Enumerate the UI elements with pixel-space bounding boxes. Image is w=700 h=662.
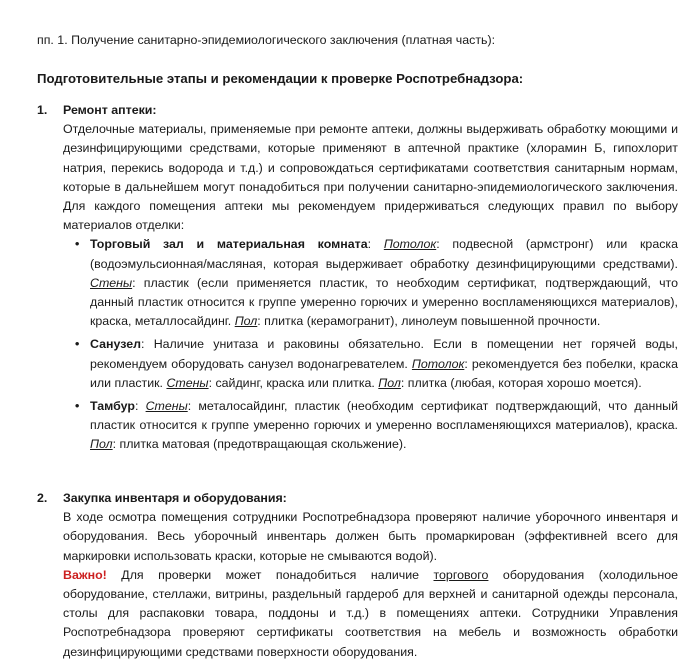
- bullet-list: [37, 235, 678, 454]
- floor-label: Пол: [234, 314, 258, 329]
- warning-text: Для проверки может понадобиться наличие: [106, 567, 434, 582]
- warning-underlined: торгового: [433, 567, 489, 582]
- bullet-sep: :: [367, 237, 384, 252]
- bullet-dot-icon: •: [75, 399, 80, 414]
- ceiling-text: : подвесной (армстронг) или краска (водоэмульсионная/масляная, которая выдерживает обработку дезинфицирующими средствами).: [90, 237, 678, 271]
- bullet-sales-hall: [75, 235, 678, 331]
- walls-text: : сайдинг, краска или плитка.: [208, 375, 379, 390]
- ceiling-text: : рекомендуется без побелки, краска или пластик.: [90, 356, 679, 390]
- walls-text: : пластик (если применяется пластик, то необходим сертификат, подтверждающий, что данный пластик относится к группе умеренно горючих и умеренно воспламеняющихся материалов), краска, металлосайдинг.: [90, 275, 678, 329]
- section-number: 1.: [37, 103, 48, 117]
- bullet-text: : Наличие унитаза и раковины обязательно. Если в помещении нет горячей воды, рекомендуем оборудовать санузел водонагревателем.: [90, 337, 678, 371]
- section-warning: [63, 566, 678, 662]
- walls-label: Стены: [90, 275, 133, 290]
- section-title: [37, 101, 678, 120]
- bullet-label: Торговый зал и материальная комната: [90, 237, 368, 252]
- floor-label: Пол: [90, 437, 113, 452]
- bullet-bathroom: [75, 335, 679, 393]
- bullet-label: Санузел: [90, 337, 141, 352]
- walls-text: : металосайдинг, пластик (необходим сертификат подтверждающий, что данный пластик относится к группе умеренно горючих и умеренно воспламеняющихся материалов), краска.: [90, 399, 678, 433]
- section-repair: [37, 101, 678, 455]
- floor-label: Пол: [378, 375, 401, 390]
- section-title-text: Ремонт аптеки:: [63, 103, 157, 117]
- section-title-text: Закупка инвентаря и оборудования:: [63, 491, 287, 505]
- bullet-dot-icon: •: [75, 237, 80, 252]
- section-intro: Отделочные материалы, применяемые при ремонте аптеки, должны выдерживать обработку моющими и дезинфицирующими средствами, которые применяют в аптечной практике (хлорамин Б, гипохлорит натрия, перекись водорода и т.д.) и сопровождаться сертификатами соответствия санитарным нормам, которые в дальнейшем могут понадобиться при получении санитарно-эпидемиологического заключения. Для каждого помещения аптеки мы рекомендуем придерживаться следующих правил по выбору материалов отделки:: [63, 122, 678, 233]
- ceiling-label: Потолок: [411, 356, 465, 371]
- ceiling-label: Потолок: [383, 237, 437, 252]
- main-heading: Подготовительные этапы и рекомендации к проверке Роспотребнадзора:: [37, 71, 524, 86]
- walls-label: Стены: [166, 375, 209, 390]
- section-title: [37, 489, 678, 508]
- section-equipment: [37, 489, 678, 662]
- bullet-dot-icon: •: [75, 337, 80, 352]
- bullet-vestibule: [75, 397, 678, 455]
- floor-text: : плитка матовая (предотвращающая скольжение).: [112, 437, 407, 452]
- floor-text: : плитка (любая, которая хорошо моется).: [400, 375, 642, 390]
- bullet-label: Тамбур: [90, 399, 135, 414]
- floor-text: : плитка (керамогранит), линолеум повышенной прочности.: [257, 314, 601, 329]
- warning-text-rest: оборудования (холодильное оборудование, стеллажи, витрины, раздельный гардероб для верхней и санитарной одежды персонала, столы для распаковки товара, поддоны и т.д.) в помещениях аптеки. Сотрудники Управления Роспотребнадзора проверяют сертификаты соответствия на мебель и возможность обработки дезинфицирующими средствами поверхности оборудования.: [63, 567, 679, 659]
- walls-label: Стены: [145, 399, 188, 414]
- section-number: 2.: [37, 491, 48, 505]
- bullet-sep: :: [134, 399, 146, 414]
- warning-label: Важно!: [63, 567, 107, 582]
- sub-header: пп. 1. Получение санитарно-эпидемиологического заключения (платная часть):: [37, 33, 496, 47]
- section-intro: В ходе осмотра помещения сотрудники Роспотребнадзора проверяют наличие уборочного инвентаря и оборудования. Весь уборочный инвентарь должен быть промаркирован (эффективней всего для маркировки использовать краски, которые не смываются водой).: [63, 510, 678, 563]
